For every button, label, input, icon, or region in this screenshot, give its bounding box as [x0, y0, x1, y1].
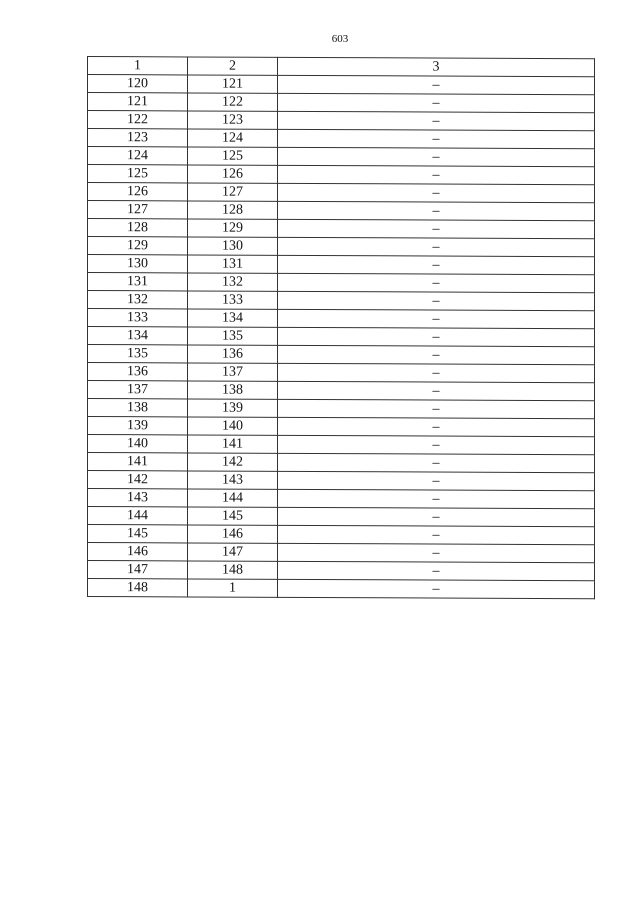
table-cell-col-2: 142 [188, 453, 278, 471]
table-cell-col-2: 128 [188, 201, 278, 219]
table-cell-col-2: 127 [188, 183, 278, 201]
table-row [88, 201, 595, 221]
table-cell-col-3: – [278, 183, 595, 202]
table-row [88, 219, 595, 239]
table-cell-col-3: – [278, 579, 595, 598]
table-cell-col-3: – [278, 525, 595, 544]
column-header-1: 1 [88, 57, 188, 75]
table-cell-col-1: 148 [88, 579, 188, 597]
table-cell-col-3: – [278, 273, 595, 292]
table-cell-col-3: – [278, 255, 595, 274]
header-row [88, 57, 595, 77]
table-cell-col-3: – [278, 507, 595, 526]
table-cell-col-2: 131 [188, 255, 278, 273]
table-cell-col-2: 132 [188, 273, 278, 291]
table-row [88, 363, 595, 383]
table-cell-col-1: 122 [88, 111, 188, 129]
table-cell-col-1: 143 [88, 489, 188, 507]
table-cell-col-1: 146 [88, 543, 188, 561]
table-row [88, 183, 595, 203]
table-cell-col-1: 134 [88, 327, 188, 345]
table-row [88, 255, 595, 275]
table-cell-col-3: – [278, 435, 595, 454]
table-row [88, 489, 595, 509]
table-cell-col-3: – [278, 309, 595, 328]
table-cell-col-2: 121 [188, 75, 278, 93]
table-cell-col-1: 120 [88, 75, 188, 93]
table-cell-col-2: 136 [188, 345, 278, 363]
table-cell-col-2: 134 [188, 309, 278, 327]
table-cell-col-3: – [278, 417, 595, 436]
table-cell-col-3: – [278, 93, 595, 112]
table-cell-col-2: 138 [188, 381, 278, 399]
table-cell-col-1: 132 [88, 291, 188, 309]
table-cell-col-3: – [278, 561, 595, 580]
table-cell-col-2: 137 [188, 363, 278, 381]
table-cell-col-1: 140 [88, 435, 188, 453]
table-body [88, 75, 595, 599]
table-cell-col-2: 135 [188, 327, 278, 345]
table-cell-col-2: 129 [188, 219, 278, 237]
table-row [88, 327, 595, 347]
table-cell-col-3: – [278, 291, 595, 310]
table-cell-col-2: 126 [188, 165, 278, 183]
table-row [88, 561, 595, 581]
table-cell-col-3: – [278, 237, 595, 256]
page-number: 603 [331, 33, 349, 45]
table-cell-col-2: 139 [188, 399, 278, 417]
table-cell-col-3: – [278, 543, 595, 562]
table-cell-col-3: – [278, 453, 595, 472]
table-row [88, 237, 595, 257]
table-cell-col-1: 130 [88, 255, 188, 273]
table-cell-col-2: 147 [188, 543, 278, 561]
table-cell-col-2: 140 [188, 417, 278, 435]
table-row [88, 147, 595, 167]
table-cell-col-2: 123 [188, 111, 278, 129]
table-cell-col-1: 142 [88, 471, 188, 489]
table-cell-col-1: 121 [88, 93, 188, 111]
table-cell-col-1: 147 [88, 561, 188, 579]
table-cell-col-1: 126 [88, 183, 188, 201]
table-cell-col-3: – [278, 327, 595, 346]
table-cell-col-1: 139 [88, 417, 188, 435]
table-cell-col-2: 144 [188, 489, 278, 507]
table-row [88, 435, 595, 455]
table-cell-col-3: – [278, 75, 595, 94]
table-cell-col-3: – [278, 399, 595, 418]
table-cell-col-2: 122 [188, 93, 278, 111]
table-cell-col-3: – [278, 165, 595, 184]
table-cell-col-1: 141 [88, 453, 188, 471]
table-row [88, 579, 595, 599]
table-cell-col-3: – [278, 345, 595, 364]
table-cell-col-3: – [278, 471, 595, 490]
table-cell-col-2: 133 [188, 291, 278, 309]
table-row [88, 291, 595, 311]
table-cell-col-1: 124 [88, 147, 188, 165]
table-cell-col-1: 128 [88, 219, 188, 237]
table-cell-col-1: 129 [88, 237, 188, 255]
table-cell-col-2: 141 [188, 435, 278, 453]
table-row [88, 507, 595, 527]
table-cell-col-3: – [278, 201, 595, 220]
table-cell-col-1: 131 [88, 273, 188, 291]
table-cell-col-3: – [278, 219, 595, 238]
table-row [88, 543, 595, 563]
table-row [88, 471, 595, 491]
table-cell-col-3: – [278, 489, 595, 508]
table-cell-col-3: – [278, 111, 595, 130]
table-cell-col-1: 137 [88, 381, 188, 399]
table-cell-col-2: 125 [188, 147, 278, 165]
column-header-2: 2 [188, 57, 278, 75]
table-cell-col-2: 130 [188, 237, 278, 255]
table-row [88, 129, 595, 149]
table-cell-col-1: 133 [88, 309, 188, 327]
table-cell-col-3: – [278, 363, 595, 382]
table-row [88, 75, 595, 95]
table-row [88, 453, 595, 473]
table-row [88, 417, 595, 437]
column-header-3: 3 [278, 57, 595, 76]
table-row [88, 399, 595, 419]
table-cell-col-1: 125 [88, 165, 188, 183]
table-row [88, 309, 595, 329]
table-cell-col-1: 144 [88, 507, 188, 525]
table-cell-col-1: 127 [88, 201, 188, 219]
table-row [88, 165, 595, 185]
table-cell-col-2: 143 [188, 471, 278, 489]
data-table [87, 56, 595, 599]
table-cell-col-2: 148 [188, 561, 278, 579]
table-cell-col-2: 145 [188, 507, 278, 525]
table-cell-col-2: 1 [188, 579, 278, 597]
table-row [88, 381, 595, 401]
table-row [88, 345, 595, 365]
table-cell-col-3: – [278, 147, 595, 166]
table-cell-col-1: 138 [88, 399, 188, 417]
table-row [88, 273, 595, 293]
table-cell-col-1: 136 [88, 363, 188, 381]
table-row [88, 93, 595, 113]
table-cell-col-1: 135 [88, 345, 188, 363]
table-row [88, 525, 595, 545]
table-cell-col-1: 123 [88, 129, 188, 147]
table-cell-col-3: – [278, 129, 595, 148]
table-cell-col-2: 124 [188, 129, 278, 147]
table-cell-col-2: 146 [188, 525, 278, 543]
table-header [88, 57, 595, 77]
table-cell-col-3: – [278, 381, 595, 400]
table-row [88, 111, 595, 131]
table-cell-col-1: 145 [88, 525, 188, 543]
